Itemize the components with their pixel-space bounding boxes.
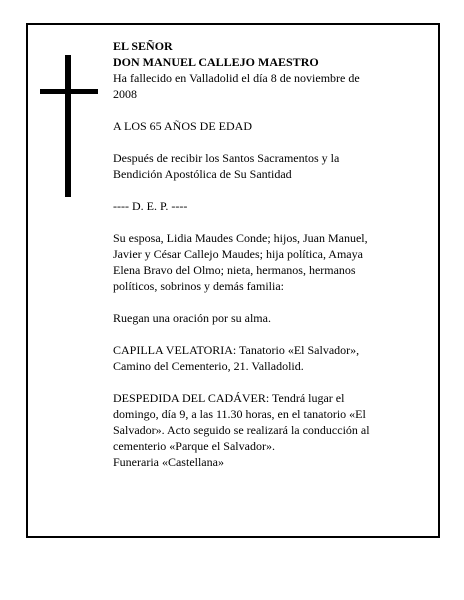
family-line-4: políticos, sobrinos y demás familia: xyxy=(113,279,284,293)
family-line-2: Javier y César Callejo Maudes; hija política, Amaya xyxy=(113,247,363,261)
farewell-line-2: domingo, día 9, a las 11.30 horas, en el tanatorio «El xyxy=(113,407,366,421)
family-line-3: Elena Bravo del Olmo; nieta, hermanos, hermanos xyxy=(113,263,356,277)
funeral-home-line: Funeraria «Castellana» xyxy=(113,455,224,469)
cross-vertical-bar xyxy=(65,55,71,197)
sacraments-line-2: Bendición Apostólica de Su Santidad xyxy=(113,167,292,181)
chapel-line-2: Camino del Cementerio, 21. Valladolid. xyxy=(113,359,304,373)
deceased-title: EL SEÑOR xyxy=(113,39,173,53)
sacraments-line-1: Después de recibir los Santos Sacramentos y la xyxy=(113,151,340,165)
age-line: A LOS 65 AÑOS DE EDAD xyxy=(113,119,253,133)
latin-cross-icon xyxy=(40,55,98,197)
farewell-line-1: DESPEDIDA DEL CADÁVER: Tendrá lugar el xyxy=(113,391,345,405)
death-line-2: 2008 xyxy=(113,87,137,101)
death-line-1: Ha fallecido en Valladolid el día 8 de noviembre de xyxy=(113,71,360,85)
cross-horizontal-bar xyxy=(40,89,98,94)
prayer-line: Ruegan una oración por su alma. xyxy=(113,311,271,325)
deceased-name: DON MANUEL CALLEJO MAESTRO xyxy=(113,55,319,69)
obituary-text xyxy=(113,38,413,470)
chapel-line-1: CAPILLA VELATORIA: Tanatorio «El Salvador», xyxy=(113,343,360,357)
rip-line: ---- D. E. P. ---- xyxy=(113,199,188,213)
family-line-1: Su esposa, Lidia Maudes Conde; hijos, Juan Manuel, xyxy=(113,231,368,245)
farewell-line-3: Salvador». Acto seguido se realizará la conducción al xyxy=(113,423,370,437)
farewell-line-4: cementerio «Parque el Salvador». xyxy=(113,439,275,453)
